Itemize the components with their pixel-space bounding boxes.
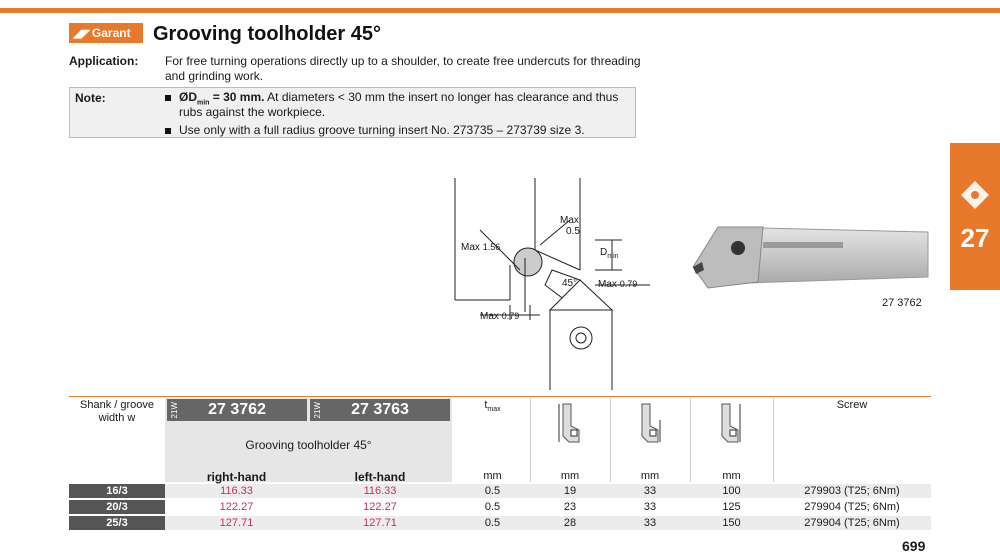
dimension-l1-icon [557,402,585,444]
chapter-tab [950,143,1000,290]
l2-cell: 33 [643,517,657,529]
tmax-sub: max [487,406,501,414]
col-divider [773,398,774,482]
application-label: Application: [69,54,139,68]
shank-cell: 20/3 [69,500,165,514]
unit-l1: mm [560,470,580,482]
dim-max-2-label: Max [461,242,480,253]
dim-max-1 [560,215,580,237]
garant-logo-icon: ◢◤ [73,27,90,40]
screw-cell: 279904 (T25; 6Nm) [804,517,900,529]
l1-cell: 28 [563,517,577,529]
price-left-hand: 127.71 [363,517,397,529]
screw-cell: 279904 (T25; 6Nm) [804,501,900,513]
l1-cell: 23 [563,501,577,513]
dim-max-1-value: 0.5 [566,226,580,237]
note-dmin-value: = 30 mm. [209,90,265,104]
tmax-header [455,399,530,413]
application-text-2: and grinding work. [165,69,264,83]
tmax-cell: 0.5 [484,501,501,513]
note-bullet-2 [165,123,585,138]
note-dmin: ØD [179,90,197,104]
screw-header: Screw [836,399,868,411]
table-row [69,484,931,498]
col-shank-header: Shank / groove width w [80,399,154,424]
code-tag-1: 21W [170,402,179,419]
table-row [69,516,931,530]
tmax-cell: 0.5 [484,485,501,497]
l2-cell: 33 [643,501,657,513]
dim-dmin [600,245,619,264]
product-caption: 27 3762 [882,297,922,309]
price-right-hand: 127.71 [219,517,254,529]
left-hand-header: left-hand [354,470,406,484]
right-hand-header: right-hand [206,470,267,484]
unit-l2: mm [640,470,660,482]
dim-max-4-value: 0.79 [501,311,520,321]
dimension-l3-icon [716,402,744,444]
screw-cell: 279903 (T25; 6Nm) [804,485,900,497]
note-label: Note: [75,91,106,105]
price-right-hand: 122.27 [219,501,254,513]
tmax-cell: 0.5 [484,517,501,529]
note-text-2: Use only with a full radius groove turning insert No. 273735 – 273739 size 3. [179,123,585,137]
dim-max-3-label: Max [598,279,617,290]
dim-max-3-value: 0.79 [619,279,638,289]
toolholder-image [688,222,933,292]
dim-max-3 [598,277,637,292]
l1-cell: 19 [563,485,577,497]
table-row [69,500,931,514]
unit-tmax: mm [483,470,502,482]
dim-dmin-sub: min [607,253,619,260]
dim-angle: 45° [562,278,578,289]
note-text-1: At diameters < 30 mm the insert no longer has clearance and thus [264,90,619,104]
l3-cell: 150 [722,517,741,529]
note-text-1b: rubs against the workpiece. [179,105,326,119]
tmax-label: t [484,399,488,411]
shank-cell: 25/3 [69,516,165,530]
shank-cell: 16/3 [69,484,165,498]
page-title: Grooving toolholder 45° [153,23,382,45]
code-273763 [310,399,450,421]
brand-logo [69,23,143,43]
dim-max-2 [461,240,500,255]
l2-cell: 33 [643,485,657,497]
brand-name: Garant [91,26,131,40]
table-top-rule [69,396,931,397]
application-text-1: For free turning operations directly up to a shoulder, to create free undercuts for threading [165,54,641,68]
dim-max-4-label: Max [480,311,499,322]
insert-icon [959,179,991,211]
dim-max-4 [480,309,519,324]
code-tag-2: 21W [313,402,322,419]
l3-cell: 100 [722,485,741,497]
chapter-number: 27 [960,223,990,253]
price-left-hand: 122.27 [363,501,397,513]
page-number: 699 [902,538,926,554]
code-273762 [167,399,307,421]
unit-l3: mm [722,470,741,482]
dim-max-1-label: Max [560,215,579,226]
dimension-l2-icon [636,402,664,444]
article-description: Grooving toolholder 45° [245,438,372,452]
price-right-hand: 116.33 [220,485,253,497]
price-left-hand: 116.33 [363,485,397,497]
bullet-icon [165,128,171,134]
dim-dmin-label: D [600,247,608,258]
code-273763-label: 27 3763 [351,401,409,418]
bullet-icon [165,95,171,101]
l3-cell: 125 [722,501,741,513]
dim-max-2-value: 1.56 [482,242,501,252]
note-dmin-sub: min [197,99,210,107]
code-273762-label: 27 3762 [208,401,266,418]
top-accent-bar [0,8,1000,13]
